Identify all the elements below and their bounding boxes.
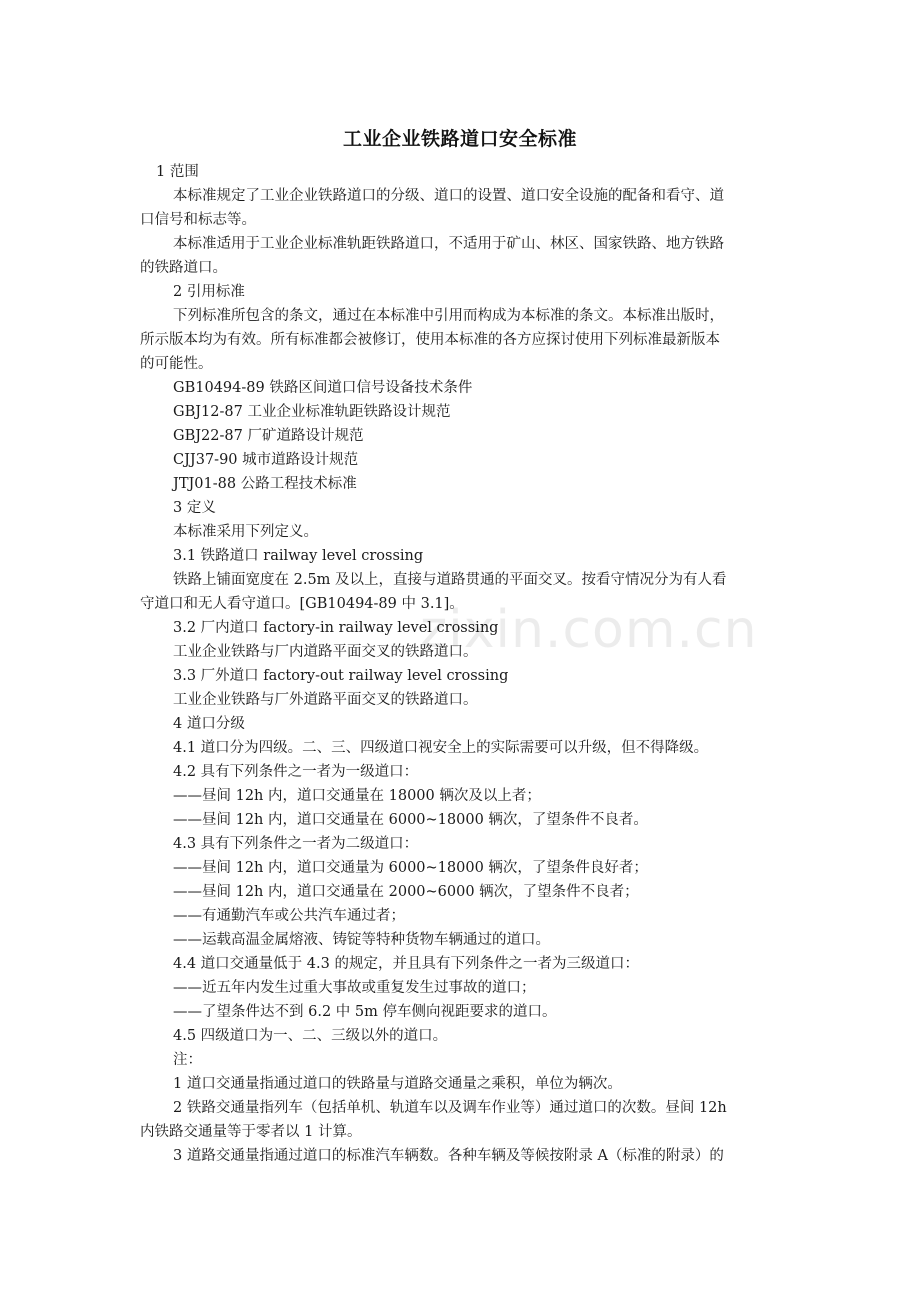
list-item: ——昼间 12h 内，道口交通量在 18000 辆次及以上者；: [173, 788, 541, 804]
list-item: ——有通勤汽车或公共汽车通过者；: [173, 908, 405, 924]
paragraph-line: 本标准规定了工业企业铁路道口的分级、道口的设置、道口安全设施的配备和看守、道: [173, 188, 724, 204]
reference-item: GB10494-89 铁路区间道口信号设备技术条件: [173, 380, 473, 396]
list-item: ——昼间 12h 内，道口交通量为 6000~18000 辆次，了望条件良好者；: [173, 860, 648, 876]
list-item: ——近五年内发生过重大事故或重复发生过事故的道口；: [173, 980, 536, 996]
reference-item: GBJ22-87 厂矿道路设计规范: [173, 428, 364, 444]
clause-line: 4.4 道口交通量低于 4.3 的规定，并且具有下列条件之一者为三级道口：: [173, 956, 639, 972]
definition-heading: 3.1 铁路道口 railway level crossing: [173, 548, 424, 564]
list-item: ——昼间 12h 内，道口交通量在 6000~18000 辆次，了望条件不良者。: [173, 812, 648, 828]
note-item: 内铁路交通量等于零者以 1 计算。: [140, 1124, 362, 1140]
note-item: 1 道口交通量指通过道口的铁路量与道路交通量之乘积，单位为辆次。: [173, 1076, 622, 1092]
list-item: ——了望条件达不到 6.2 中 5m 停车侧向视距要求的道口。: [173, 1004, 557, 1020]
paragraph-line: 本标准适用于工业企业标准轨距铁路道口，不适用于矿山、林区、国家铁路、地方铁路: [173, 236, 724, 252]
reference-item: GBJ12-87 工业企业标准轨距铁路设计规范: [173, 404, 451, 420]
paragraph-line: 工业企业铁路与厂内道路平面交叉的铁路道口。: [173, 644, 478, 660]
paragraph-line: 的铁路道口。: [140, 260, 227, 276]
section-heading: 4 道口分级: [173, 716, 245, 732]
paragraph-line: 的可能性。: [140, 356, 213, 372]
paragraph-line: 所示版本均为有效。所有标准都会被修订，使用本标准的各方应探讨使用下列标准最新版本: [140, 332, 720, 348]
paragraph-line: 守道口和无人看守道口。[GB10494-89 中 3.1]。: [140, 596, 464, 612]
reference-item: JTJ01-88 公路工程技术标准: [173, 476, 357, 492]
definition-heading: 3.2 厂内道口 factory-in railway level crossing: [173, 620, 499, 636]
paragraph-line: 铁路上铺面宽度在 2.5m 及以上，直接与道路贯通的平面交叉。按看守情况分为有人看: [173, 572, 727, 588]
list-item: ——运载高温金属熔液、铸锭等特种货物车辆通过的道口。: [173, 932, 550, 948]
clause-line: 4.5 四级道口为一、二、三级以外的道口。: [173, 1028, 448, 1044]
clause-line: 4.1 道口分为四级。二、三、四级道口视安全上的实际需要可以升级，但不得降级。: [173, 740, 709, 756]
section-heading: 1 范围: [156, 164, 199, 180]
section-heading: 3 定义: [173, 500, 216, 516]
paragraph-line: 下列标准所包含的条文，通过在本标准中引用而构成为本标准的条文。本标准出版时，: [173, 308, 724, 324]
document-title: 工业企业铁路道口安全标准: [342, 128, 577, 150]
clause-line: 4.2 具有下列条件之一者为一级道口：: [173, 764, 419, 780]
note-item: 2 铁路交通量指列车（包括单机、轨道车以及调车作业等）通过道口的次数。昼间 12h: [173, 1100, 727, 1116]
note-heading: 注：: [173, 1052, 202, 1068]
paragraph-line: 工业企业铁路与厂外道路平面交叉的铁路道口。: [173, 692, 478, 708]
note-item: 3 道路交通量指通过道口的标准汽车辆数。各种车辆及等候按附录 A（标准的附录）的: [173, 1148, 724, 1164]
clause-line: 4.3 具有下列条件之一者为二级道口：: [173, 836, 419, 852]
reference-item: CJJ37-90 城市道路设计规范: [173, 452, 359, 468]
watermark: zixin.com.cn: [420, 600, 758, 660]
section-heading: 2 引用标准: [173, 284, 245, 300]
list-item: ——昼间 12h 内，道口交通量在 2000~6000 辆次，了望条件不良者；: [173, 884, 639, 900]
document-body: [140, 160, 786, 1168]
paragraph-line: 口信号和标志等。: [140, 212, 256, 228]
definition-heading: 3.3 厂外道口 factory-out railway level crossing: [173, 668, 509, 684]
paragraph-line: 本标准采用下列定义。: [173, 524, 318, 540]
